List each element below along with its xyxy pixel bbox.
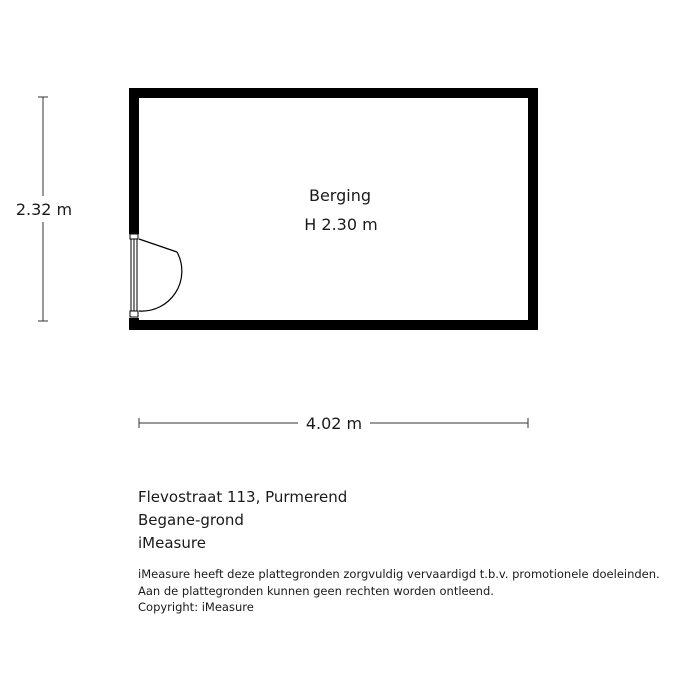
property-info — [138, 486, 698, 555]
width-dimension — [139, 411, 528, 435]
wall-right — [528, 88, 538, 330]
disclaimer-line-2: Aan de plattegronden kunnen geen rechten worden ontleend. — [138, 583, 494, 598]
disclaimer — [138, 566, 698, 616]
width-label: 4.02 m — [305, 414, 363, 433]
depth-label: 2.32 m — [15, 200, 73, 219]
wall-top — [129, 88, 538, 98]
wall-bottom — [129, 320, 538, 330]
door — [130, 234, 182, 317]
door-swing-arc — [139, 252, 182, 311]
wall-left-upper — [129, 88, 139, 234]
disclaimer-line-1: iMeasure heeft deze plattegronden zorgvuldig vervaardigd t.b.v. promotionele doeleinden. — [138, 567, 660, 581]
door-jamb-top — [130, 234, 138, 239]
door-jamb-bottom — [130, 311, 138, 317]
floor-name: Begane-grond — [138, 511, 244, 529]
depth-dimension — [12, 97, 76, 321]
room-height: H 2.30 m — [304, 215, 378, 234]
copyright-text: Copyright: iMeasure — [138, 600, 254, 614]
company-name: iMeasure — [138, 534, 206, 552]
wall-left-lower — [129, 318, 139, 330]
address-text: Flevostraat 113, Purmerend — [138, 488, 348, 506]
door-leaf — [139, 239, 177, 252]
room-walls — [129, 88, 538, 330]
room-name: Berging — [308, 186, 372, 205]
